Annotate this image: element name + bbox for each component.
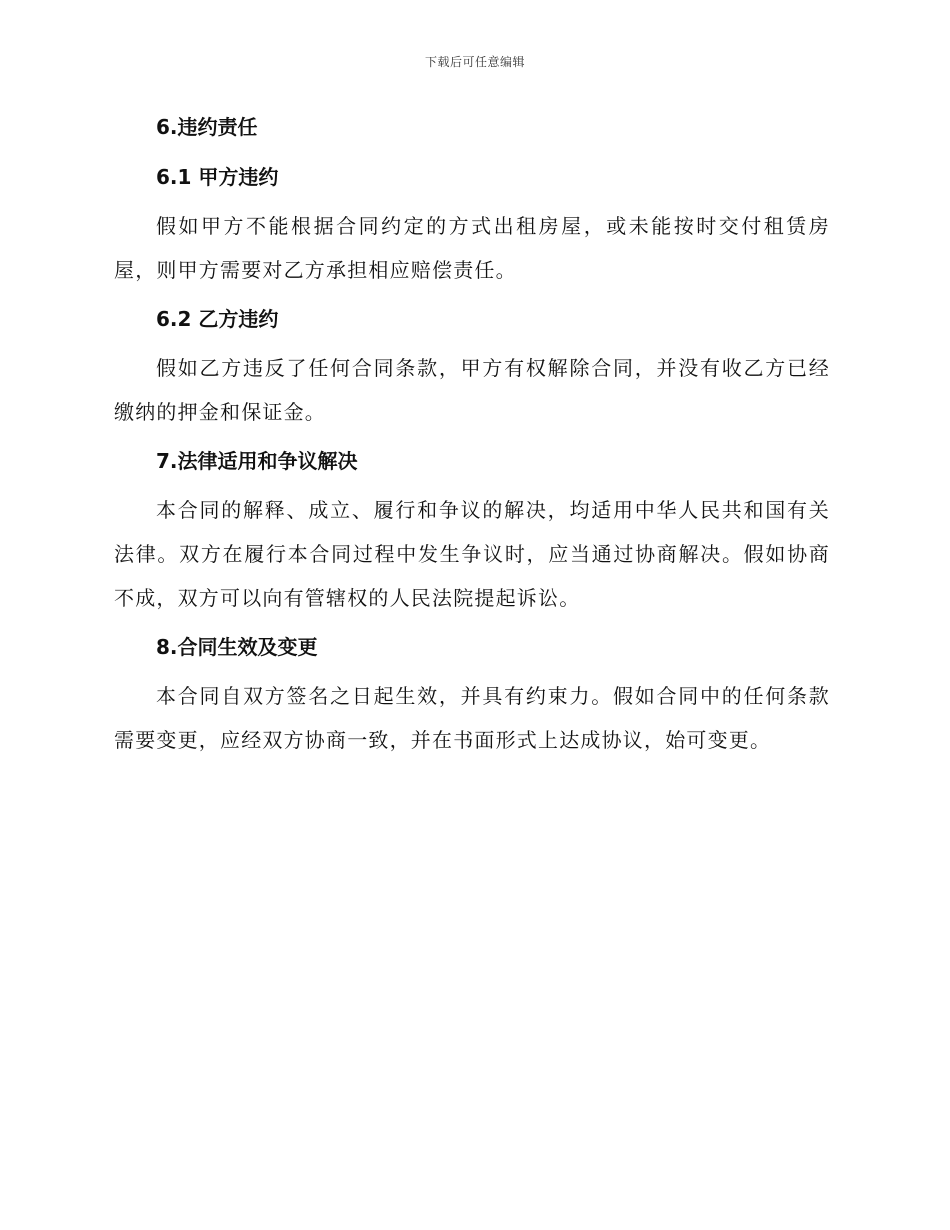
document-body bbox=[114, 112, 830, 762]
section-8-title: 8.合同生效及变更 bbox=[156, 635, 318, 659]
section-6-title: 6.违约责任 bbox=[156, 115, 258, 139]
section-6-1-body: 假如甲方不能根据合同约定的方式出租房屋，或未能按时交付租赁房屋，则甲方需要对乙方承担相应赔偿责任。 bbox=[114, 214, 830, 282]
section-6-1-title: 6.1 甲方违约 bbox=[156, 165, 279, 189]
section-7-body: 本合同的解释、成立、履行和争议的解决，均适用中华人民共和国有关法律。双方在履行本合同过程中发生争议时，应当通过协商解决。假如协商不成，双方可以向有管辖权的人民法院提起诉讼。 bbox=[114, 498, 830, 610]
section-7-title: 7.法律适用和争议解决 bbox=[156, 449, 358, 473]
section-6-2-body: 假如乙方违反了任何合同条款，甲方有权解除合同，并没有收乙方已经缴纳的押金和保证金。 bbox=[114, 356, 830, 424]
page-header: 下载后可任意编辑 bbox=[424, 55, 525, 69]
section-6-2-title: 6.2 乙方违约 bbox=[156, 307, 279, 331]
section-8-body: 本合同自双方签名之日起生效，并具有约束力。假如合同中的任何条款需要变更，应经双方协商一致，并在书面形式上达成协议，始可变更。 bbox=[114, 684, 830, 752]
